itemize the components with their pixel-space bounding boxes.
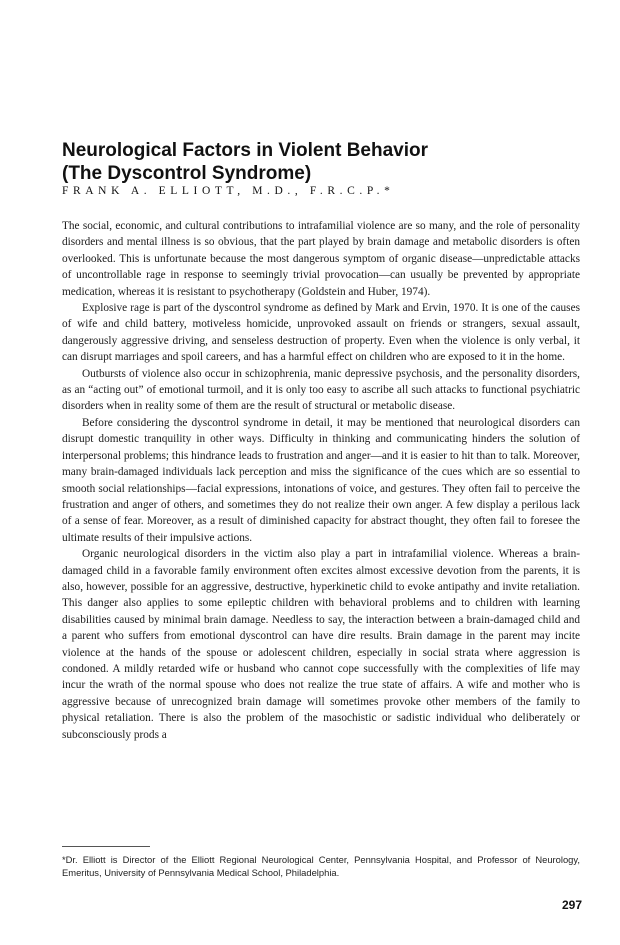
paragraph-3: Outbursts of violence also occur in schizophrenia, manic depressive psychosis, and the personality disorders, as an “acting out” of emotional turmoil, and it is only too easy to ascribe all such attacks to functional psychiatric disorders when in reality some of them are the result of structural or metabolic disease. (62, 367, 580, 413)
paragraph-1: The social, economic, and cultural contributions to intrafamilial violence are so many, and the role of personality disorders and mental illness is so obvious, that the part played by brain damage and metabolic disorders is often overlooked. This is unfortunate because the most dangerous symptom of organic disease—unpredictable attacks of uncontrollable rage in response to seemingly trivial provocation—can usually be prevented by appropriate medication, whereas it is resistant to psychotherapy (Goldstein and Huber, 1974). (62, 220, 580, 298)
paragraph-2: Explosive rage is part of the dyscontrol syndrome as defined by Mark and Ervin, 1970. It is one of the causes of wife and child battery, motiveless homicide, unprovoked assault on friends or strangers, sexual assault, dangerously aggressive driving, and senseless destruction of property. Even when the violence is only verbal, it can disrupt marriages and spoil careers, and has a harmful effect on children who are exposed to it in the home. (62, 302, 580, 364)
page-number: 297 (561, 898, 582, 912)
footnote-divider (62, 846, 150, 847)
author-footnote: *Dr. Elliott is Director of the Elliott Regional Neurological Center, Pennsylvania Hospital, and Professor of Neurology, Emeritus, University of Pennsylvania Medical School, Philadelphia. (62, 854, 580, 878)
author-byline: FRANK A. ELLIOTT, M.D., F.R.C.P.* (62, 185, 395, 197)
paragraph-4: Before considering the dyscontrol syndrome in detail, it may be mentioned that neurological disorders can disrupt domestic tranquility in other ways. Difficulty in thinking and communicating hinders the solution of interpersonal problems; this hindrance leads to frustration and anger—and it is easier to hit than to talk. Moreover, many brain-damaged individuals lack perception and miss the significance of the cues which are so essential to smooth social relationships—facial expressions, intonations of voice, and gestures. They often fail to perceive the frustration and anger of others, and sometimes they do not realize their own anger. A few display a perilous lack of a sense of fear. Moreover, as a result of diminished capacity for abstract thought, they often fail to foresee the ultimate results of their impulsive actions. (62, 416, 580, 544)
paragraph-5: Organic neurological disorders in the victim also play a part in intrafamilial violence. Whereas a brain-damaged child in a favorable family environment often excites almost excessive devotion from the parents, it is also, however, possible for an aggressive, destructive, hyperkinetic child to evoke antipathy and invite retaliation. This danger also applies to some epileptic children with behavioral problems and to children with learning disabilities caused by minimal brain damage. Needless to say, the interaction between a brain-damaged child and a parent who suffers from emotional dyscontrol can have dire results. Brain damage in the parent may incite violence at the hands of the spouse or adolescent children, especially in social strata where aggression is condoned. A mildly retarded wife or husband who cannot cope successfully with the complexities of life may incur the wrath of the normal spouse who does not realize the true state of affairs. A wife and mother who is aggressive because of unrecognized brain damage will sometimes provoke other members of the family to physical retaliation. There is also the problem of the masochistic or sadistic individual who deliberately or subconsciously prods a (62, 548, 580, 741)
article-title-line-2: (The Dyscontrol Syndrome) (62, 163, 312, 184)
article-title (62, 139, 562, 185)
article-title-line-1: Neurological Factors in Violent Behavior (62, 140, 429, 161)
article-body (62, 218, 580, 743)
